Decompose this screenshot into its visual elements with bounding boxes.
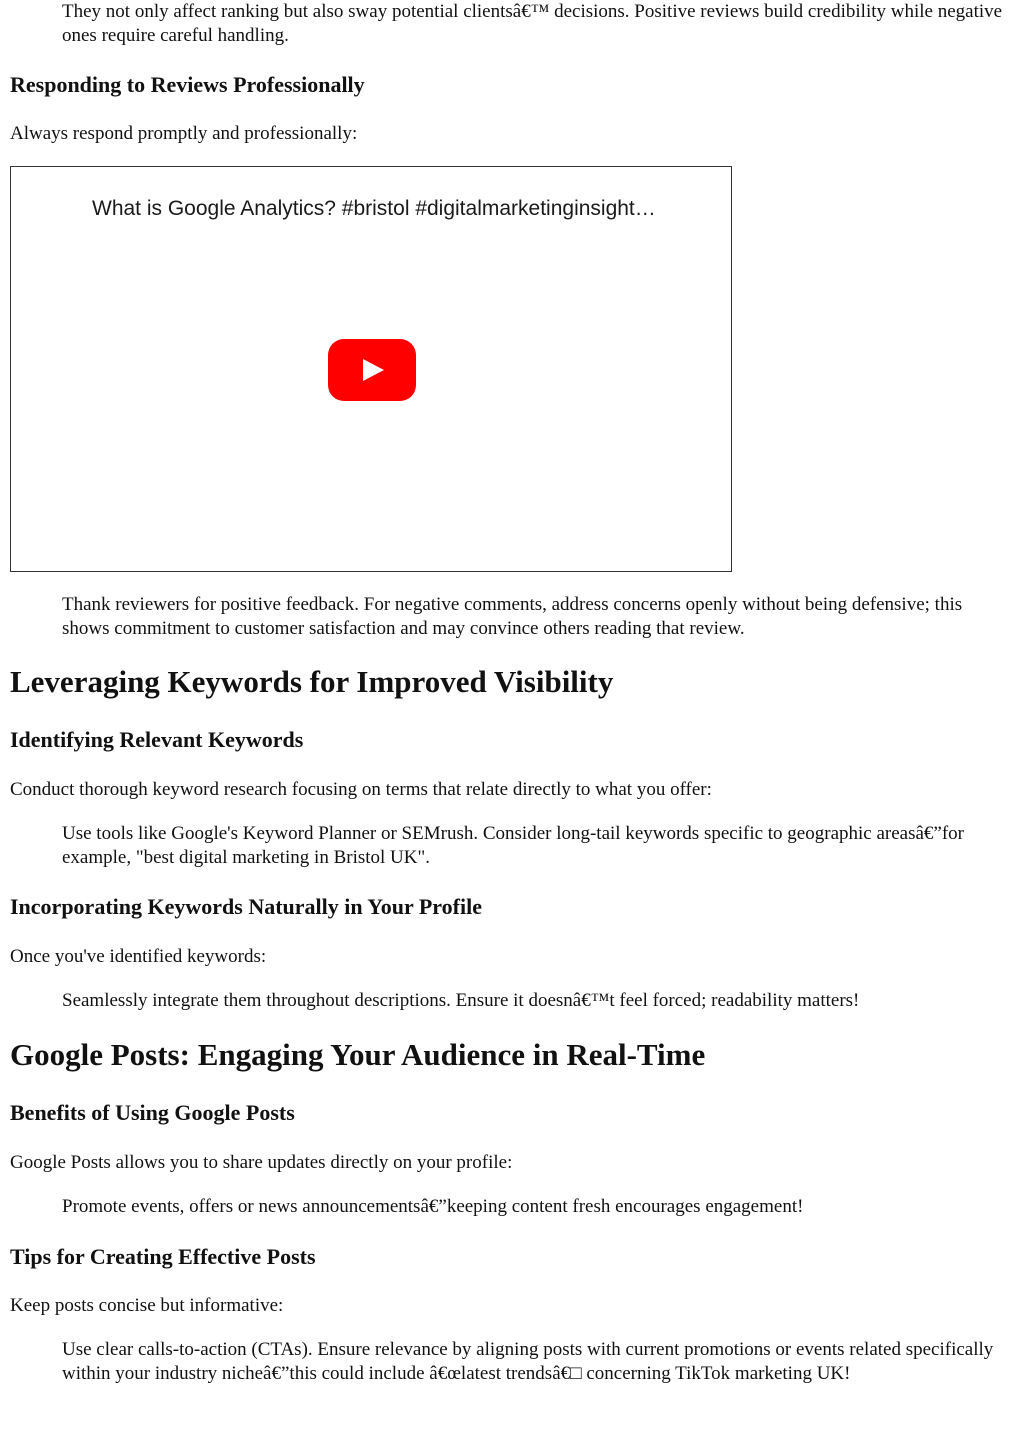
tips-posts-heading: Tips for Creating Effective Posts: [10, 1244, 316, 1269]
tips-posts-quote: Use clear calls-to-action (CTAs). Ensure relevance by aligning posts with current promotions or events related specifically within your industry nicheâ€”this could include â€œlatest trendsâ€□ concerning TikTok marketing UK!: [62, 1339, 994, 1384]
reviews-quote: Thank reviewers for positive feedback. For negative comments, address concerns openly without being defensive; this shows commitment to customer satisfaction and may convince others reading that review.: [62, 594, 963, 639]
benefits-posts-quote: Promote events, offers or news announcementsâ€”keeping content fresh encourages engagement!: [62, 1196, 804, 1217]
google-posts-section-title: Google Posts: Engaging Your Audience in Real-Time: [10, 1037, 706, 1072]
keywords-section-title: Leveraging Keywords for Improved Visibility: [10, 664, 614, 699]
reviews-heading: Responding to Reviews Professionally: [10, 72, 365, 97]
youtube-video-embed[interactable]: [10, 166, 732, 572]
benefits-posts-lead: Google Posts allows you to share updates directly on your profile:: [10, 1152, 513, 1173]
identifying-keywords-lead: Conduct thorough keyword research focusing on terms that relate directly to what you offer:: [10, 779, 712, 800]
video-title[interactable]: What is Google Analytics? #bristol #digitalmarketinginsight…: [92, 197, 656, 220]
reviews-lead: Always respond promptly and professionally:: [10, 123, 358, 144]
tips-posts-lead: Keep posts concise but informative:: [10, 1295, 284, 1316]
intro-quote: They not only affect ranking but also sway potential clientsâ€™ decisions. Positive reviews build credibility while negative ones require careful handling.: [62, 1, 1003, 46]
benefits-posts-heading: Benefits of Using Google Posts: [10, 1100, 295, 1125]
identifying-keywords-quote: Use tools like Google's Keyword Planner or SEMrush. Consider long-tail keywords specific to geographic areasâ€”for example, "best digital marketing in Bristol UK".: [62, 823, 965, 868]
play-icon[interactable]: [328, 339, 416, 401]
incorporating-keywords-heading: Incorporating Keywords Naturally in Your Profile: [10, 894, 482, 919]
incorporating-keywords-quote: Seamlessly integrate them throughout descriptions. Ensure it doesnâ€™t feel forced; readability matters!: [62, 990, 860, 1011]
incorporating-keywords-lead: Once you've identified keywords:: [10, 946, 267, 967]
identifying-keywords-heading: Identifying Relevant Keywords: [10, 727, 304, 752]
